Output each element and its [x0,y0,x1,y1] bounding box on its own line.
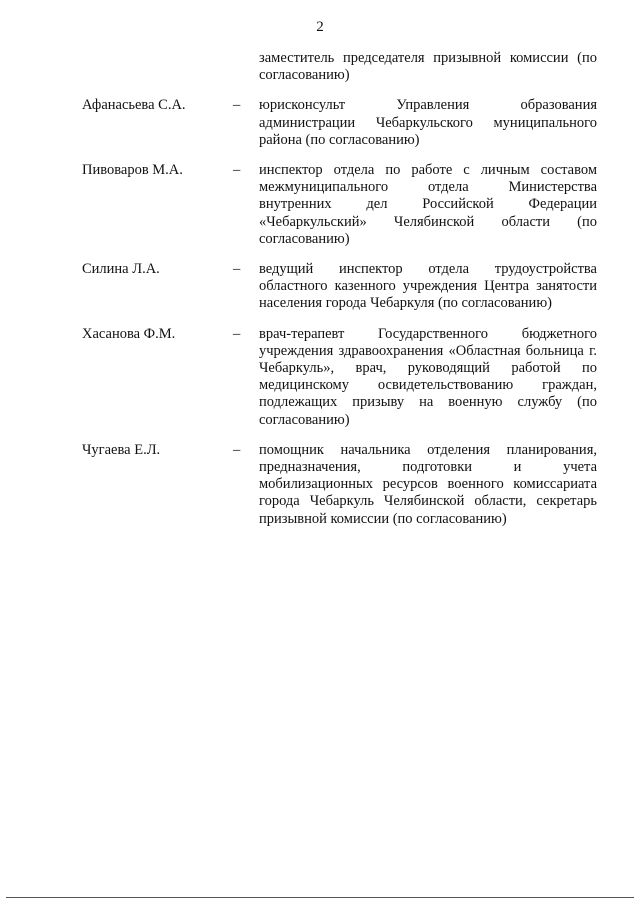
dash-separator: – [233,441,241,458]
list-item [0,162,640,248]
list-item [0,442,640,528]
dash-separator: – [233,97,241,114]
dash-separator: – [233,162,241,179]
member-name: Силина Л.А. [82,261,160,278]
member-position: помощник начальника отделения планирования, предназначения, подготовки и учета мобилизационных ресурсов военного комиссариата города Чебаркуль Челябинской области, секретарь призывной комиссии (по согласованию) [259,441,597,527]
member-position: врач-терапевт Государственного бюджетного учреждения здравоохранения «Областная больница г. Чебаркуль», врач, руководящий работой по медицинскому освидетельствованию граждан, подлежащих призыву на военную службу (по согласованию) [259,325,597,428]
dash-separator: – [233,261,241,278]
member-position: заместитель председателя призывной комиссии (по согласованию) [259,50,597,84]
member-name: Чугаева Е.Л. [82,441,161,458]
list-item [0,261,640,313]
dash-separator: – [233,325,241,342]
member-position: инспектор отдела по работе с личным составом межмуниципального отдела Министерства внутренних дел Российской Федерации «Чебаркульский» Челябинской области (по согласованию) [259,162,597,247]
list-item-continuation [0,50,640,84]
member-position: ведущий инспектор отдела трудоустройства областного казенного учреждения Центра занятости населения города Чебаркуля (по согласованию) [259,261,597,312]
member-position: юрисконсульт Управления образования администрации Чебаркульского муниципального района (по согласованию) [259,97,597,148]
page-bottom-rule [6,897,634,898]
member-name: Афанасьева С.А. [82,97,186,114]
page-number: 2 [316,19,324,35]
commission-member-list [0,50,640,541]
list-item [0,326,640,429]
member-name: Пивоваров М.А. [82,162,183,179]
member-name: Хасанова Ф.М. [82,325,176,342]
list-item [0,97,640,149]
